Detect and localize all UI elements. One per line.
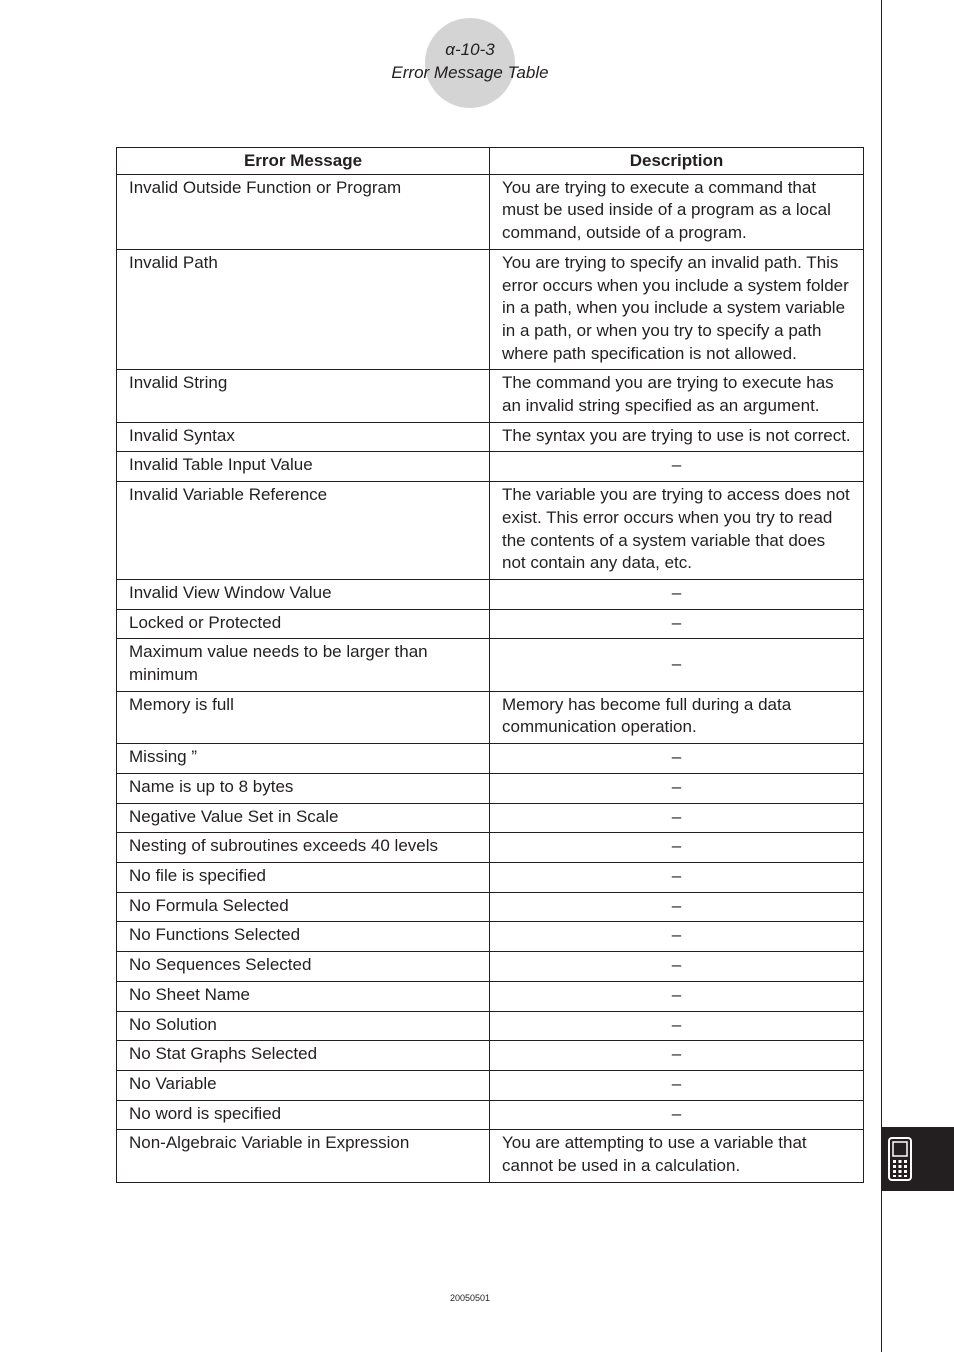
table-row — [117, 579, 864, 609]
table-row — [117, 892, 864, 922]
description-cell: The variable you are trying to access does not exist. This error occurs when you try to read the contents of a system variable that does not contain any data, etc. — [490, 482, 864, 580]
table-row — [117, 981, 864, 1011]
error-message-cell: No Solution — [117, 1011, 490, 1041]
error-message-cell: Invalid Variable Reference — [117, 482, 490, 580]
error-message-cell: Locked or Protected — [117, 609, 490, 639]
description-cell: The command you are trying to execute has an invalid string specified as an argument. — [490, 370, 864, 422]
page-number: α-10-3 — [445, 40, 495, 59]
description-cell: – — [490, 952, 864, 982]
description-cell: You are trying to specify an invalid path. This error occurs when you include a system folder in a path, when you include a system variable in a path, or when you try to specify a path where path specification is not allowed. — [490, 249, 864, 370]
description-cell: – — [490, 639, 864, 691]
description-cell: – — [490, 773, 864, 803]
error-message-cell: Invalid Path — [117, 249, 490, 370]
table-row — [117, 773, 864, 803]
description-cell: – — [490, 609, 864, 639]
table-row — [117, 452, 864, 482]
description-cell: – — [490, 579, 864, 609]
error-message-cell: No file is specified — [117, 862, 490, 892]
error-rows — [117, 174, 864, 1182]
description-cell: You are trying to execute a command that must be used inside of a program as a local command, outside of a program. — [490, 174, 864, 249]
error-message-table — [116, 147, 864, 1183]
description-cell: – — [490, 892, 864, 922]
description-cell: – — [490, 1070, 864, 1100]
column-header-description: Description — [490, 148, 864, 175]
description-cell: – — [490, 744, 864, 774]
description-cell: – — [490, 1011, 864, 1041]
table-row — [117, 803, 864, 833]
error-message-cell: No Variable — [117, 1070, 490, 1100]
description-cell: – — [490, 1100, 864, 1130]
error-message-cell: Memory is full — [117, 691, 490, 743]
error-message-cell: Maximum value needs to be larger than minimum — [117, 639, 490, 691]
description-cell: – — [490, 1041, 864, 1071]
table-row — [117, 174, 864, 249]
description-cell: – — [490, 981, 864, 1011]
description-cell: Memory has become full during a data communication operation. — [490, 691, 864, 743]
error-message-cell: Nesting of subroutines exceeds 40 levels — [117, 833, 490, 863]
table-row — [117, 922, 864, 952]
description-cell: – — [490, 862, 864, 892]
error-message-cell: Negative Value Set in Scale — [117, 803, 490, 833]
description-cell: – — [490, 922, 864, 952]
table-row — [117, 422, 864, 452]
description-cell: – — [490, 452, 864, 482]
column-header-error-message: Error Message — [117, 148, 490, 175]
table-row — [117, 249, 864, 370]
error-message-cell: Invalid String — [117, 370, 490, 422]
error-message-cell: Invalid View Window Value — [117, 579, 490, 609]
error-message-cell: Missing ” — [117, 744, 490, 774]
section-title: Error Message Table — [391, 63, 549, 82]
footer-code: 20050501 — [449, 1293, 491, 1303]
error-message-cell: Non-Algebraic Variable in Expression — [117, 1130, 490, 1182]
table-row — [117, 639, 864, 691]
error-message-cell: No Formula Selected — [117, 892, 490, 922]
table-row — [117, 1100, 864, 1130]
table-row — [117, 609, 864, 639]
error-message-cell: Invalid Table Input Value — [117, 452, 490, 482]
chapter-tab-marker — [882, 1127, 954, 1191]
error-message-cell: Invalid Outside Function or Program — [117, 174, 490, 249]
table-row — [117, 691, 864, 743]
table-row — [117, 370, 864, 422]
calculator-icon — [888, 1137, 912, 1181]
table-row — [117, 1130, 864, 1182]
error-message-cell: No Sequences Selected — [117, 952, 490, 982]
table-row — [117, 833, 864, 863]
description-cell: The syntax you are trying to use is not correct. — [490, 422, 864, 452]
description-cell: – — [490, 803, 864, 833]
table-row — [117, 952, 864, 982]
description-cell: – — [490, 833, 864, 863]
error-message-cell: No word is specified — [117, 1100, 490, 1130]
table-header-row — [117, 148, 864, 175]
error-message-cell: Name is up to 8 bytes — [117, 773, 490, 803]
error-message-cell: No Sheet Name — [117, 981, 490, 1011]
table-row — [117, 862, 864, 892]
table-row — [117, 744, 864, 774]
table-row — [117, 1041, 864, 1071]
table-row — [117, 1070, 864, 1100]
table-row — [117, 1011, 864, 1041]
table-row — [117, 482, 864, 580]
description-cell: You are attempting to use a variable that cannot be used in a calculation. — [490, 1130, 864, 1182]
error-message-cell: No Stat Graphs Selected — [117, 1041, 490, 1071]
error-message-cell: No Functions Selected — [117, 922, 490, 952]
error-message-cell: Invalid Syntax — [117, 422, 490, 452]
